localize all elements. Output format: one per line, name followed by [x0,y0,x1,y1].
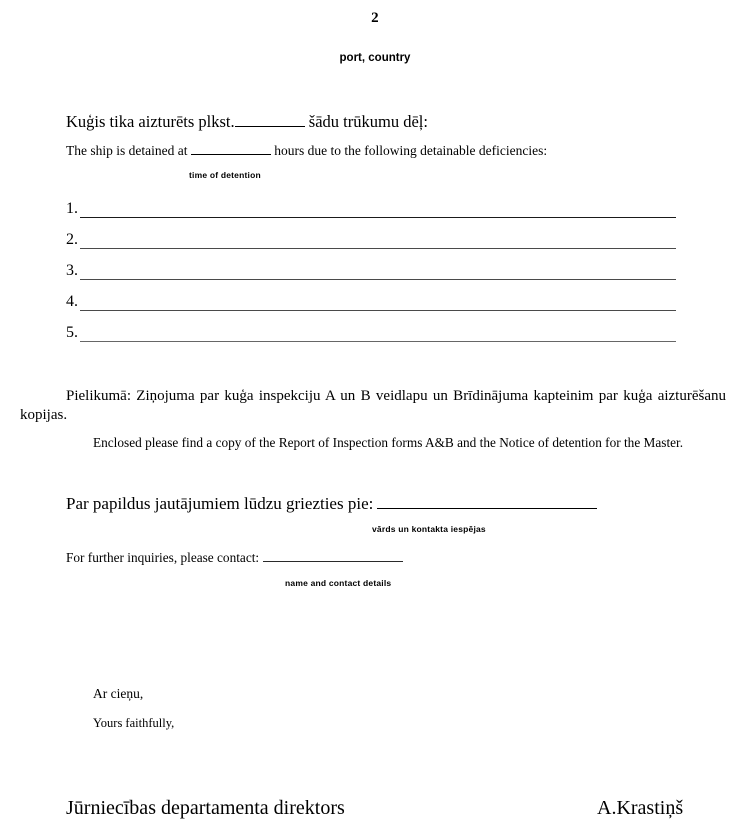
detention-time-blank-lv[interactable] [235,126,305,127]
detention-en-text-before: The ship is detained at [66,143,191,158]
deficiency-blank-1[interactable] [80,217,676,218]
deficiency-row-1 [66,200,676,231]
contact-label-lv: Par papildus jautājumiem lūdzu griezties pie: [66,494,374,513]
deficiency-row-4 [66,293,676,324]
contact-blank-en[interactable] [263,561,403,562]
contact-label-en: For further inquiries, please contact: [66,550,260,565]
contact-line-lv [66,494,597,514]
deficiency-blank-5[interactable] [80,341,676,342]
deficiency-number-4: 4. [66,293,78,310]
detention-lv-text-before: Kuģis tika aizturēts plkst. [66,112,235,131]
deficiency-row-3 [66,262,676,293]
contact-caption-lv: vārds un kontakta iespējas [372,524,486,534]
closing-en: Yours faithfully, [93,716,175,730]
closing-lv: Ar cieņu, [93,686,144,701]
deficiency-number-5: 5. [66,324,78,341]
time-of-detention-caption: time of detention [189,170,261,180]
detention-statement-lv [66,112,428,132]
deficiency-blank-4[interactable] [80,310,676,311]
contact-caption-en: name and contact details [285,578,392,588]
signature-title: Jūrniecības departamenta direktors [66,797,345,819]
deficiency-number-1: 1. [66,200,78,217]
deficiency-blank-3[interactable] [80,279,676,280]
detention-time-blank-en[interactable] [191,154,271,155]
enclosure-paragraph-lv: Pielikumā: Ziņojuma par kuģa inspekciju A un B veidlapu un Brīdinājuma kapteinim par kuģa aizturēšanu kopijas. [20,388,726,423]
deficiency-blank-2[interactable] [80,248,676,249]
deficiency-number-3: 3. [66,262,78,279]
port-country-caption: port, country [339,52,411,64]
detention-en-text-after: hours due to the following detainable deficiencies: [270,143,548,158]
page-number: 2 [371,10,379,26]
deficiency-row-5 [66,324,676,355]
detention-statement-en [66,143,547,159]
deficiency-row-2 [66,231,676,262]
enclosure-paragraph-en: Enclosed please find a copy of the Report of Inspection forms A&B and the Notice of detention for the Master. [93,435,684,450]
deficiency-list [66,200,676,355]
detention-lv-text-after: šādu trūkumu dēļ: [304,112,428,131]
contact-line-en [66,550,403,566]
contact-blank-lv[interactable] [377,508,597,509]
deficiency-number-2: 2. [66,231,78,248]
signature-name: A.Krastiņš [597,797,684,819]
